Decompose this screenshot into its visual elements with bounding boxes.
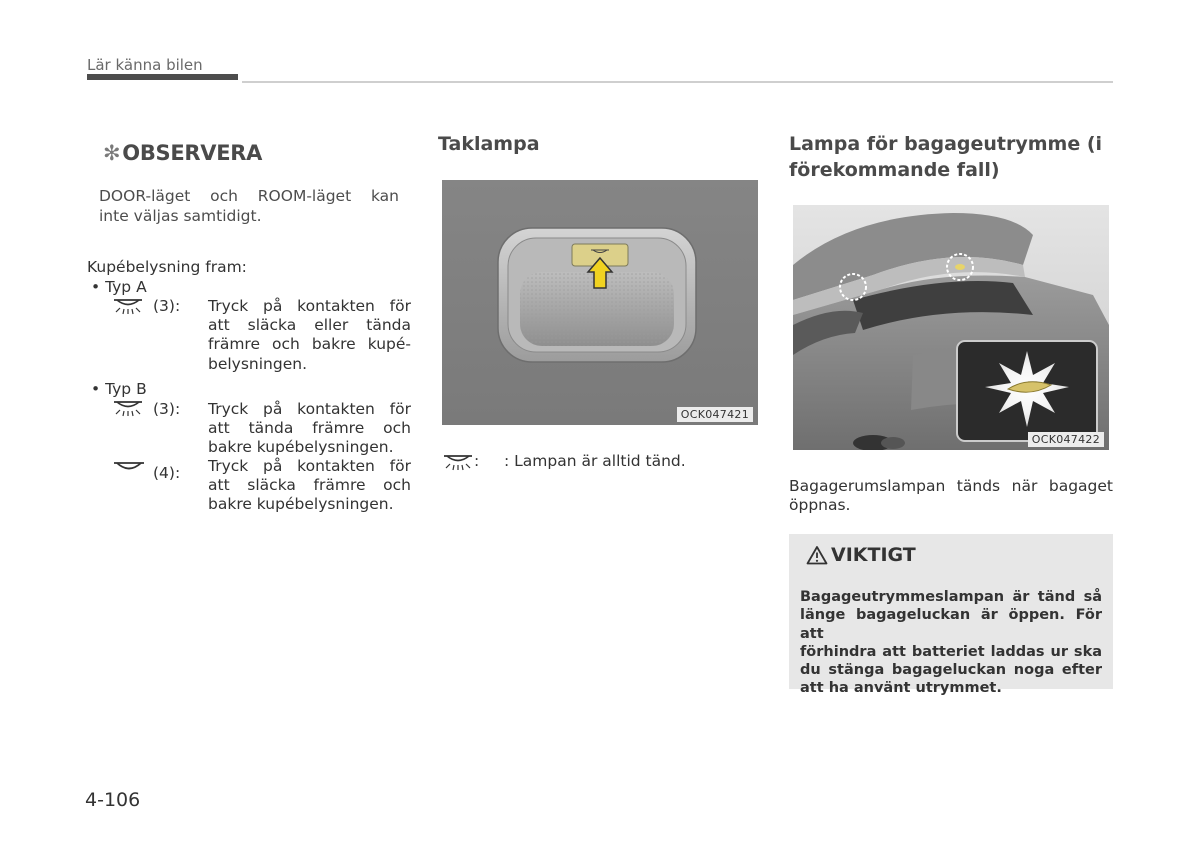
viktigt-line-2: länge bagageluckan är öppen. För att xyxy=(800,607,1102,642)
taklampa-title: Taklampa xyxy=(438,133,540,155)
viktigt-line-5: att ha använt utrymmet. xyxy=(800,680,1002,697)
taklampa-legend-text: : Lampan är alltid tänd. xyxy=(504,452,686,470)
typ-a-code: (3): xyxy=(153,297,181,315)
typ-b-description-4 xyxy=(208,457,411,515)
typ-a-line-2: att släcka eller tända xyxy=(208,316,411,335)
room-lamp-icon xyxy=(442,452,474,472)
bagage-text-line-1: Bagagerumslampan tänds när bagaget xyxy=(789,477,1113,495)
typ-a-label: • Typ A xyxy=(91,278,147,296)
typ-b3-line-3: bakre kupébelysningen. xyxy=(208,438,394,457)
trunk-lamp-illustration xyxy=(793,205,1109,450)
taklampa-figure-code: OCK047421 xyxy=(677,407,753,422)
overhead-lamp-illustration xyxy=(442,180,758,425)
viktigt-title: VIKTIGT xyxy=(831,544,916,566)
typ-b4-line-3: bakre kupébelysningen. xyxy=(208,495,394,514)
warning-triangle-icon xyxy=(806,545,828,565)
section-label: Lär känna bilen xyxy=(87,56,203,74)
viktigt-line-3: förhindra att batteriet laddas ur ska xyxy=(800,643,1102,660)
taklampa-legend-colon: : xyxy=(474,452,480,470)
header-bar xyxy=(87,74,238,80)
bagage-title-line-1: Lampa för bagageutrymme (i xyxy=(789,133,1103,155)
page-number: 4-106 xyxy=(85,789,141,811)
bagage-title-line-2: förekommande fall) xyxy=(789,159,1000,181)
viktigt-line-4: du stänga bagageluckan noga efter xyxy=(800,662,1102,679)
kupe-heading: Kupébelysning fram: xyxy=(87,258,247,276)
header-rule xyxy=(242,81,1113,83)
typ-a-description xyxy=(208,297,411,374)
viktigt-line-1: Bagageutrymmeslampan är tänd så xyxy=(800,589,1102,605)
observera-line-1: DOOR-läget och ROOM-läget kan xyxy=(99,187,399,205)
typ-a-line-4: belysningen. xyxy=(208,354,308,373)
room-lamp-icon xyxy=(111,398,145,418)
typ-b-label: • Typ B xyxy=(91,380,147,398)
typ-a-text: Typ A xyxy=(105,278,147,296)
typ-b-text: Typ B xyxy=(105,380,147,398)
room-lamp-icon xyxy=(111,296,145,316)
observera-title: OBSERVERA xyxy=(122,141,263,165)
typ-b3-line-2: att tända främre och xyxy=(208,419,411,438)
asterisk-icon: ✻ xyxy=(103,141,121,165)
typ-b4-line-2: att släcka främre och xyxy=(208,476,411,495)
typ-b4-line-1: Tryck på kontakten för xyxy=(208,457,411,475)
bagage-text-line-2: öppnas. xyxy=(789,496,851,514)
taklampa-figure xyxy=(442,180,758,425)
lamp-off-icon xyxy=(111,460,147,476)
bagage-figure xyxy=(793,205,1109,450)
observera-line-2: inte väljas samtidigt. xyxy=(99,207,262,225)
typ-a-line-1: Tryck på kontakten för xyxy=(208,297,411,315)
typ-b3-line-1: Tryck på kontakten för xyxy=(208,400,411,418)
typ-a-line-3: främre och bakre kupé- xyxy=(208,335,411,354)
typ-b-description-3 xyxy=(208,400,411,458)
typ-b-code-4: (4): xyxy=(153,464,181,482)
bagage-figure-code: OCK047422 xyxy=(1028,432,1104,447)
observera-heading xyxy=(103,141,262,165)
viktigt-text xyxy=(800,588,1102,698)
typ-b-code-3: (3): xyxy=(153,400,181,418)
